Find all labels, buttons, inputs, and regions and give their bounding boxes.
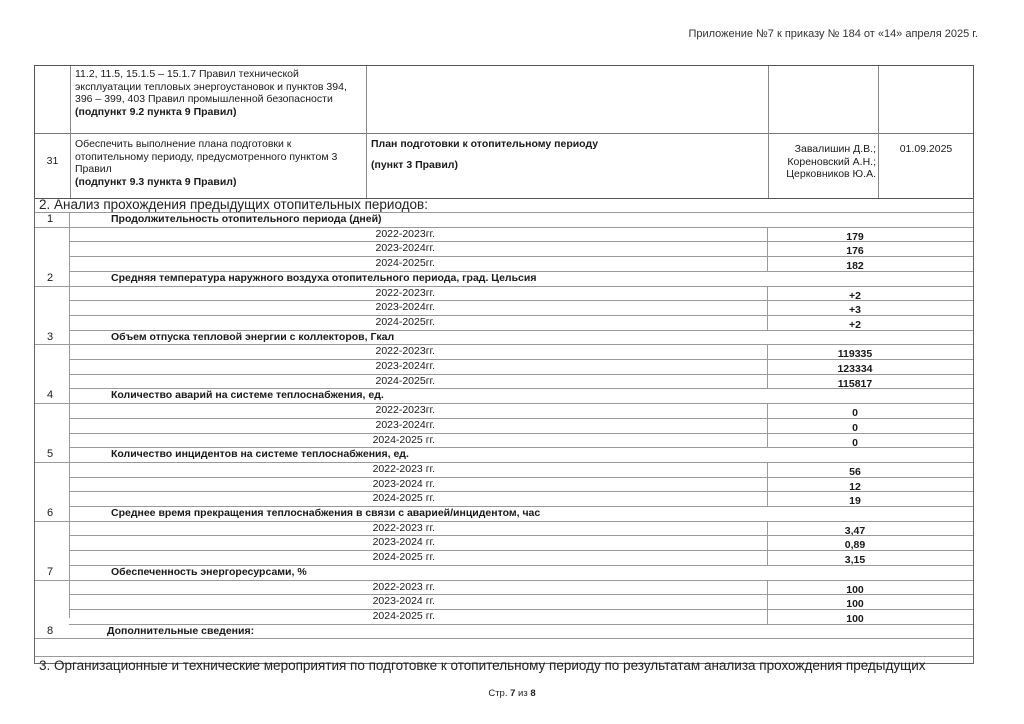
value-cell: +2 bbox=[849, 289, 861, 302]
item-divider bbox=[35, 638, 973, 639]
responsible-1: Завалишин Д.В.; bbox=[794, 143, 876, 155]
item-number: 8 bbox=[47, 624, 54, 637]
item-label: Объем отпуска тепловой энергии с коллекторов, Гкал bbox=[111, 330, 395, 343]
row-divider bbox=[69, 609, 973, 610]
item-label: Количество аварий на системе теплоснабжения, ед. bbox=[111, 389, 384, 402]
date-cell: 01.09.2025 bbox=[899, 143, 953, 155]
item-label: Количество инцидентов на системе теплоснабжения, ед. bbox=[111, 448, 409, 461]
row-divider bbox=[69, 594, 973, 595]
page-footer bbox=[0, 688, 1024, 699]
appendix-note: Приложение №7 к приказу № 184 от «14» апреля 2025 г. bbox=[688, 28, 978, 40]
period-label: 2022-2023гг. bbox=[375, 286, 435, 299]
row-divider bbox=[69, 433, 973, 434]
item-label: Дополнительные сведения: bbox=[107, 624, 255, 637]
value-cell: 0 bbox=[852, 436, 858, 449]
measure-text: Обеспечить выполнение плана подготовки к отопительному периоду, предусмотренного пунктом 3 Правил bbox=[75, 138, 338, 175]
item-number: 2 bbox=[47, 271, 54, 284]
row-divider bbox=[69, 300, 973, 301]
responsible-3: Церковников Ю.А. bbox=[786, 168, 876, 180]
measure-text: 11.2, 11.5, 15.1.5 – 15.1.7 Правил технической эксплуатации тепловых энергоустановок и пунктов 394, 396 – 399, 403 Правил промышленной безопасности bbox=[75, 68, 347, 105]
item-label: Среднее время прекращения теплоснабжения в связи с аварией/инцидентом, час bbox=[111, 507, 541, 519]
item-divider bbox=[35, 227, 973, 228]
value-column-line bbox=[767, 462, 768, 506]
period-label: 2023-2024гг. bbox=[375, 242, 435, 255]
date-cell bbox=[879, 66, 973, 133]
section-3-title: 3. Организационные и технические мероприятия по подготовке к отопительному периоду по результатам анализа прохождения предыдущих bbox=[39, 658, 926, 674]
item-label: Средняя температура наружного воздуха отопительного периода, град. Цельсия bbox=[111, 271, 537, 284]
value-cell: 176 bbox=[846, 245, 864, 258]
row-number-cell bbox=[35, 66, 71, 133]
page-total: 8 bbox=[530, 688, 536, 699]
value-cell: 3,15 bbox=[844, 554, 866, 567]
item-number: 5 bbox=[47, 448, 54, 461]
page-number: 7 bbox=[510, 688, 516, 699]
row-divider bbox=[69, 315, 973, 316]
value-cell: 19 bbox=[849, 495, 861, 508]
period-label: 2023-2024гг. bbox=[375, 418, 435, 431]
value-cell: 0 bbox=[852, 407, 858, 420]
period-label: 2022-2023 гг. bbox=[372, 462, 435, 475]
item-number: 7 bbox=[47, 565, 54, 578]
item-label: Обеспеченность энергоресурсами, % bbox=[111, 565, 307, 578]
row-divider bbox=[69, 418, 973, 419]
value-column-line bbox=[767, 227, 768, 271]
value-column-line bbox=[767, 580, 768, 624]
period-label: 2024-2025 гг. bbox=[372, 433, 435, 446]
item-number: 1 bbox=[47, 213, 54, 225]
period-label: 2024-2025гг. bbox=[375, 374, 435, 387]
document-ref: (пункт 3 Правил) bbox=[371, 158, 458, 171]
period-label: 2023-2024 гг. bbox=[372, 477, 435, 490]
value-column-line bbox=[767, 521, 768, 565]
value-cell: 179 bbox=[846, 230, 864, 243]
period-label: 2022-2023гг. bbox=[375, 345, 435, 358]
number-column-line bbox=[69, 212, 70, 618]
item-number: 4 bbox=[47, 389, 54, 402]
document-cell bbox=[367, 66, 769, 133]
value-cell: 100 bbox=[846, 612, 864, 625]
value-cell: 0,89 bbox=[844, 539, 866, 552]
item-divider bbox=[35, 286, 973, 287]
row-divider bbox=[69, 359, 973, 360]
item-divider bbox=[35, 580, 973, 581]
value-cell: 100 bbox=[846, 583, 864, 596]
responsible-cell bbox=[769, 133, 879, 198]
period-label: 2023-2024гг. bbox=[375, 301, 435, 314]
row-divider bbox=[69, 256, 973, 257]
value-column-line bbox=[767, 344, 768, 388]
period-label: 2022-2023 гг. bbox=[372, 521, 435, 534]
responsible-2: Кореновский А.Н.; bbox=[787, 155, 876, 168]
row-divider bbox=[69, 535, 973, 536]
measures-table bbox=[34, 65, 974, 199]
value-cell: 12 bbox=[849, 480, 861, 493]
measure-cell bbox=[71, 133, 367, 198]
item-divider bbox=[35, 521, 973, 522]
period-label: 2022-2023гг. bbox=[375, 404, 435, 417]
period-label: 2024-2025 гг. bbox=[372, 609, 435, 622]
value-column-line bbox=[767, 286, 768, 330]
value-cell: 3,47 bbox=[844, 524, 866, 537]
footer-prefix: Стр. bbox=[488, 688, 511, 699]
value-cell: 0 bbox=[852, 421, 858, 434]
row-divider bbox=[69, 491, 973, 492]
row-number: 31 bbox=[35, 133, 71, 198]
value-column-line bbox=[767, 403, 768, 447]
period-label: 2022-2023гг. bbox=[375, 227, 435, 240]
value-cell: 119335 bbox=[837, 348, 873, 361]
value-cell: +2 bbox=[849, 318, 861, 331]
period-label: 2024-2025 гг. bbox=[372, 551, 435, 564]
row-divider bbox=[69, 550, 973, 551]
period-label: 2023-2024 гг. bbox=[372, 536, 435, 549]
item-number: 3 bbox=[47, 330, 54, 343]
measure-cell bbox=[71, 66, 367, 133]
item-divider bbox=[35, 403, 973, 404]
responsible-cell bbox=[769, 66, 879, 133]
document-cell bbox=[367, 133, 769, 198]
measure-ref: (подпункт 9.2 пункта 9 Правил) bbox=[75, 105, 237, 118]
item-label: Продолжительность отопительного периода (дней) bbox=[111, 213, 382, 225]
section-divider bbox=[35, 656, 973, 657]
value-cell: 182 bbox=[846, 260, 864, 273]
value-cell: 115817 bbox=[837, 377, 873, 390]
footer-middle: из bbox=[515, 688, 531, 699]
row-divider bbox=[69, 477, 973, 478]
period-label: 2024-2025гг. bbox=[375, 315, 435, 328]
period-label: 2024-2025гг. bbox=[375, 257, 435, 270]
analysis-section bbox=[34, 197, 974, 674]
item-divider bbox=[35, 462, 973, 463]
measure-ref: (подпункт 9.3 пункта 9 Правил) bbox=[75, 175, 237, 188]
table-row-31 bbox=[35, 133, 973, 198]
document-name: План подготовки к отопительному периоду bbox=[371, 138, 599, 150]
item-divider bbox=[35, 344, 973, 345]
value-cell: 100 bbox=[846, 598, 864, 611]
section-2-title: 2. Анализ прохождения предыдущих отопительных периодов: bbox=[39, 197, 428, 212]
period-label: 2024-2025 гг. bbox=[372, 492, 435, 505]
row-divider bbox=[69, 374, 973, 375]
value-cell: 56 bbox=[849, 465, 861, 478]
period-label: 2022-2023 гг. bbox=[372, 580, 435, 593]
value-cell: 123334 bbox=[837, 363, 873, 375]
item-number: 6 bbox=[47, 507, 54, 519]
row-divider bbox=[69, 241, 973, 242]
table-row-continued bbox=[35, 66, 973, 134]
period-label: 2023-2024 гг. bbox=[372, 595, 435, 608]
value-cell: +3 bbox=[849, 304, 861, 317]
period-label: 2023-2024гг. bbox=[375, 360, 435, 372]
